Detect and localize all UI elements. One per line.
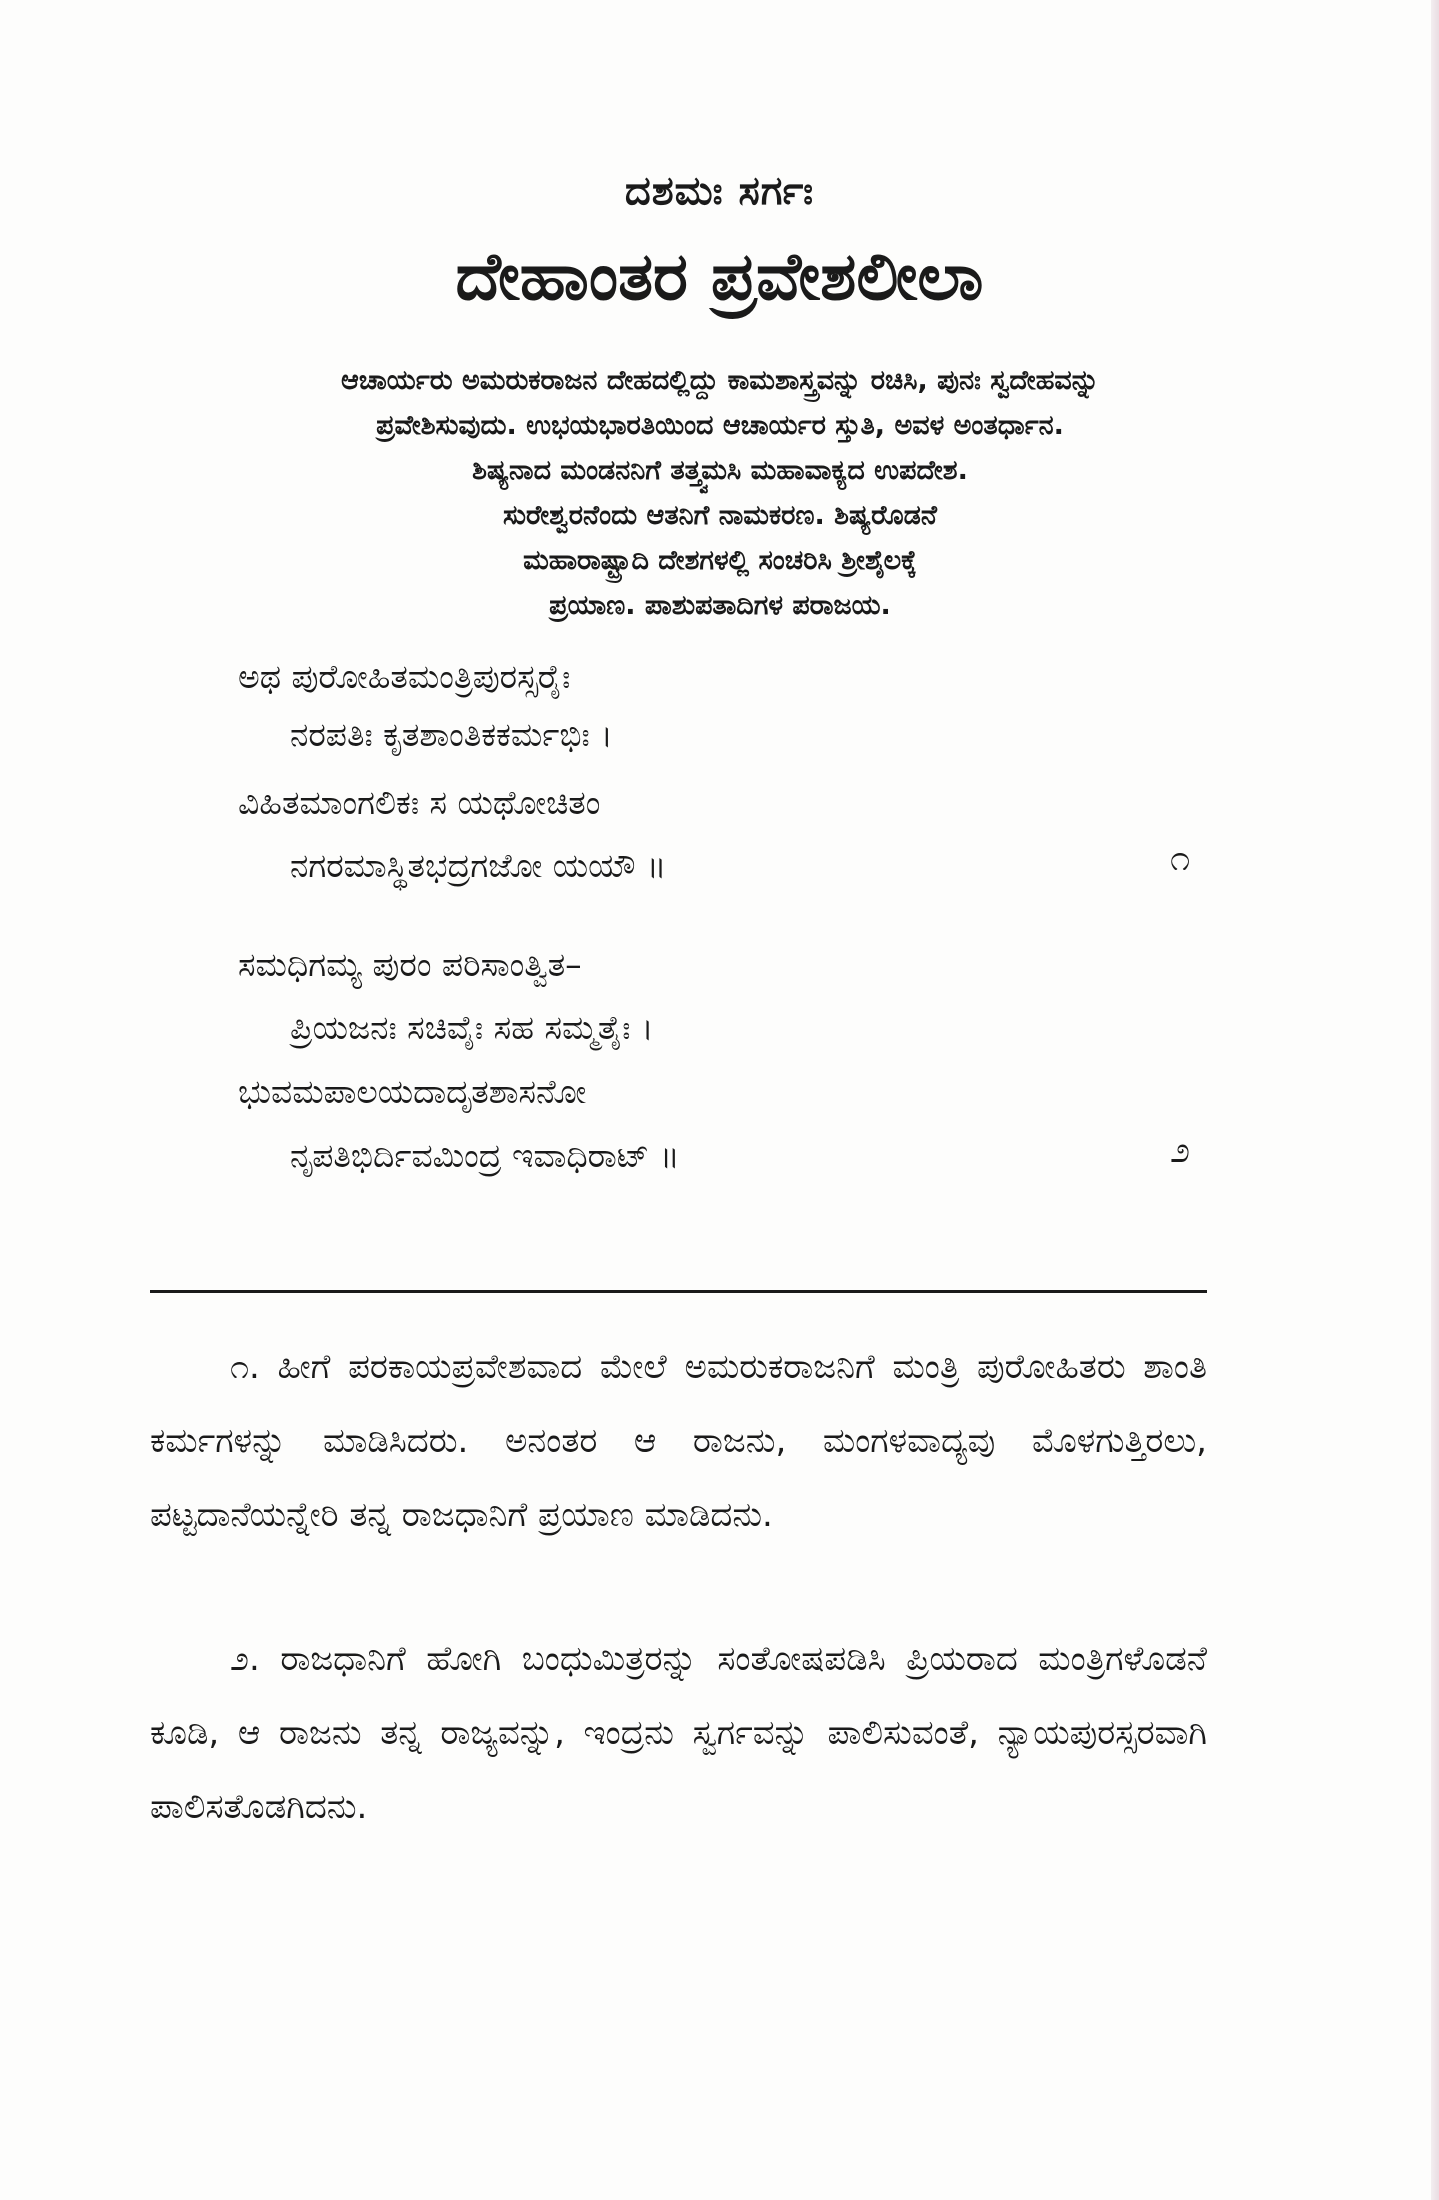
page-edge [1431,0,1439,2200]
commentary-paragraph-1: ೧. ಹೀಗೆ ಪರಕಾಯಪ್ರವೇಶವಾದ ಮೇಲೆ ಅಮರುಕರಾಜನಿಗೆ ಮಂತ್ರಿ ಪುರೋಹಿತರು ಶಾಂತಿ ಕರ್ಮಗಳನ್ನು ಮಾಡಿಸಿದರು. ಅನಂತರ ಆ ರಾಜನು, ಮಂಗಳವಾದ್ಯವು ಮೊಳಗುತ್ತಿರಲು, ಪಟ್ಟದಾನೆಯನ್ನೇರಿ ತನ್ನ ರಾಜಧಾನಿಗೆ ಪ್ರಯಾಣ ಮಾಡಿದನು. [150,1347,1208,1535]
verse-line: ನಗರಮಾಸ್ಥಿತಭದ್ರಗಜೋ ಯಯೌ ॥ [290,846,667,885]
verse-line: ವಿಹಿತಮಾಂಗಲಿಕಃ ಸ ಯಥೋಚಿತಂ [238,783,601,822]
verse-number: ೨ [1170,1130,1191,1171]
verse-line: ಭುವಮಪಾಲಯದಾದೃತಶಾಸನೋ [238,1072,587,1111]
summary-line: ಆಚಾರ್ಯರು ಅಮರುಕರಾಜನ ದೇಹದಲ್ಲಿದ್ದು ಕಾಮಶಾಸ್ತ್ರವನ್ನು ರಚಿಸಿ, ಪುನಃ ಸ್ವದೇಹವನ್ನು [341,365,1099,396]
verse-line: ನರಪತಿಃ ಕೃತಶಾಂತಿಕಕರ್ಮಭಿಃ । [290,715,613,754]
chapter-title: ದೇಹಾಂತರ ಪ್ರವೇಶಲೀಲಾ [455,238,984,315]
summary-line: ಪ್ರಯಾಣ. ಪಾಶುಪತಾದಿಗಳ ಪರಾಜಯ. [549,590,891,621]
verse-number: ೧ [1170,838,1191,879]
verse-line: ಸಮಧಿಗಮ್ಯ ಪುರಂ ಪರಿಸಾಂತ್ವಿತ– [238,945,582,984]
summary-line: ಶಿಷ್ಯನಾದ ಮಂಡನನಿಗೆ ತತ್ತ್ವಮಸಿ ಮಹಾವಾಕ್ಯದ ಉಪದೇಶ. [472,455,968,486]
chapter-heading: ದಶಮಃ ಸರ್ಗಃ [624,168,815,214]
verse-line: ಪ್ರಿಯಜನಃ ಸಚಿವೈಃ ಸಹ ಸಮ್ಮತೈಃ । [290,1008,654,1047]
summary-line: ಪ್ರವೇಶಿಸುವುದು. ಉಭಯಭಾರತಿಯಿಂದ ಆಚಾರ್ಯರ ಸ್ತುತಿ, ಅವಳ ಅಂತರ್ಧಾನ. [376,410,1064,441]
footnote-divider [150,1290,1207,1293]
commentary-paragraph-2: ೨. ರಾಜಧಾನಿಗೆ ಹೋಗಿ ಬಂಧುಮಿತ್ರರನ್ನು ಸಂತೋಷಪಡಿಸಿ ಪ್ರಿಯರಾದ ಮಂತ್ರಿಗಳೊಡನೆ ಕೂಡಿ, ಆ ರಾಜನು ತನ್ನ ರಾಜ್ಯವನ್ನು, ಇಂದ್ರನು ಸ್ವರ್ಗವನ್ನು ಪಾಲಿಸುವಂತೆ, ನ್ಯಾಯಪುರಸ್ಸರವಾಗಿ ಪಾಲಿಸತೊಡಗಿದನು. [150,1639,1207,1827]
summary-line: ಮಹಾರಾಷ್ಟ್ರಾದಿ ದೇಶಗಳಲ್ಲಿ ಸಂಚರಿಸಿ ಶ್ರೀಶೈಲಕ್ಕೆ [523,545,917,576]
verse-line: ನೃಪತಿಭಿರ್ದಿವಮಿಂದ್ರ ಇವಾಧಿರಾಟ್ ॥ [290,1136,680,1175]
verse-line: ಅಥ ಪುರೋಹಿತಮಂತ್ರಿಪುರಸ್ಸರೈಃ [238,657,571,696]
summary-line: ಸುರೇಶ್ವರನೆಂದು ಆತನಿಗೆ ನಾಮಕರಣ. ಶಿಷ್ಯರೊಡನೆ [503,500,937,531]
chapter-summary [200,358,1240,628]
